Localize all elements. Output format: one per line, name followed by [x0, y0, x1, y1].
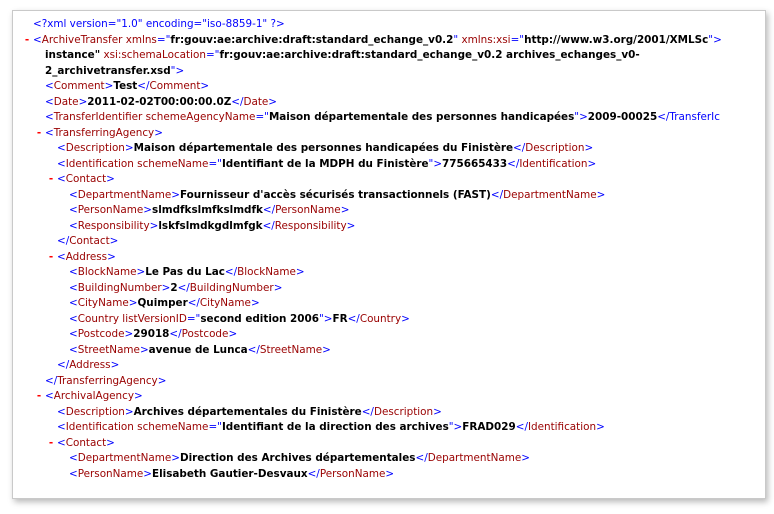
xml-bracket: <	[57, 173, 66, 185]
xml-bracket: <	[69, 343, 78, 356]
xml-attr-value: second edition 2006	[200, 312, 319, 325]
xml-bracket: >	[143, 467, 153, 480]
xml-tag-name: StreetName	[259, 343, 323, 356]
xml-bracket: </	[490, 188, 504, 201]
xml-bracket: ="	[186, 312, 201, 325]
xml-line	[13, 110, 765, 126]
xml-line	[13, 17, 765, 33]
xml-attr-name: schemeName	[133, 157, 209, 170]
xml-tag-name: TransferringAgency	[57, 374, 158, 387]
xml-viewer-window	[12, 10, 766, 499]
xml-tag-name: Description	[65, 142, 125, 154]
xml-tag-name: Responsibility	[274, 219, 347, 232]
xml-tag-name: Identification	[527, 421, 597, 433]
xml-closing-tag: </TransferIc	[657, 111, 720, 123]
xml-tag-name: TransferringAgency	[53, 126, 155, 139]
xml-bracket: >	[171, 188, 180, 201]
xml-bracket: >	[171, 452, 180, 464]
xml-line	[13, 467, 765, 483]
xml-line-content	[45, 64, 184, 80]
xml-bracket: >	[78, 95, 88, 108]
xml-attr-name: xmlns:xsi	[458, 33, 511, 46]
xml-bracket: </	[507, 157, 520, 170]
xml-bracket: >	[587, 157, 597, 170]
xml-line-content	[45, 374, 166, 390]
xml-tree	[13, 17, 765, 498]
xml-line[interactable]	[13, 436, 765, 452]
xml-line	[13, 48, 765, 64]
xml-bracket: >	[157, 374, 167, 387]
xml-tag-name: PersonName	[77, 204, 144, 216]
xml-line-content	[57, 250, 116, 266]
xml-line-content	[69, 451, 530, 467]
xml-attr-name: schemeAgencyName	[142, 111, 256, 123]
xml-line-content	[57, 405, 442, 421]
xml-bracket: >	[124, 328, 134, 340]
collapse-toggle[interactable]: -	[48, 436, 54, 449]
xml-bracket: </	[57, 235, 70, 247]
xml-line	[13, 358, 765, 374]
xml-element-text: 2011-02-02T00:00:00.0Z	[87, 95, 232, 108]
xml-bracket: >	[124, 405, 134, 418]
xml-line-content	[69, 265, 305, 281]
xml-line-content	[69, 327, 237, 343]
xml-bracket: <	[45, 111, 54, 123]
xml-line[interactable]	[13, 389, 765, 405]
xml-line-content	[69, 312, 410, 328]
xml-tag-name: Description	[65, 405, 125, 418]
xml-bracket: ="	[208, 421, 222, 433]
xml-line	[13, 405, 765, 421]
xml-bracket: <	[69, 452, 78, 464]
xml-bracket: <	[69, 281, 78, 294]
xml-tag-name: ArchiveTransfer	[41, 33, 123, 46]
xml-line-content	[69, 219, 355, 235]
xml-bracket: "	[318, 312, 324, 325]
xml-line-content	[57, 172, 115, 188]
xml-text-segment: ">	[170, 64, 185, 77]
xml-text-segment: xsi:schemaLocation	[100, 49, 206, 61]
xml-bracket: </	[415, 452, 428, 464]
xml-tag-name: Contact	[65, 436, 107, 449]
xml-bracket: >	[110, 359, 120, 371]
xml-bracket: <	[69, 188, 78, 201]
xml-line-content	[69, 296, 260, 312]
xml-element-text: 29018	[133, 328, 170, 340]
xml-bracket: <	[33, 33, 42, 46]
xml-element-text: Archives départementales du Finistère	[133, 405, 362, 418]
xml-bracket: </	[57, 359, 70, 371]
xml-tag-name: Description	[525, 142, 585, 154]
xml-element-text: Fournisseur d'accès sécurisés transactionnels (FAST)	[179, 188, 491, 201]
xml-bracket: ="	[510, 33, 525, 46]
xml-bracket: <	[69, 312, 78, 325]
xml-bracket: <	[69, 219, 78, 232]
xml-bracket: </	[231, 95, 244, 108]
xml-tag-name: Address	[69, 359, 111, 371]
xml-line[interactable]	[13, 172, 765, 188]
xml-bracket: <	[57, 250, 66, 263]
xml-line	[13, 219, 765, 235]
xml-attr-value: http://www.w3.org/2001/XMLSc	[524, 33, 709, 46]
xml-element-text: Le Pas du Lac	[145, 266, 225, 278]
xml-tag-name: StreetName	[77, 343, 140, 356]
xml-bracket: "	[708, 33, 714, 46]
xml-bracket: </	[262, 204, 276, 216]
xml-tag-name: DepartmentName	[77, 188, 172, 201]
xml-line-content	[69, 188, 605, 204]
xml-bracket: </	[137, 80, 150, 92]
xml-line	[13, 343, 765, 359]
xml-element-text: Maison départementale des personnes handicapées du Finistère	[133, 142, 514, 154]
xml-line-content	[45, 95, 277, 111]
xml-bracket: <	[69, 297, 78, 309]
xml-attr-name: schemeName	[133, 421, 209, 433]
xml-line-content	[69, 343, 331, 359]
xml-bracket: >	[200, 80, 210, 92]
xml-element-text: 2009-00025	[587, 111, 658, 123]
xml-bracket: "	[574, 111, 580, 123]
xml-tag-name: PersonName	[275, 204, 341, 216]
xml-bracket: >	[521, 452, 530, 464]
xml-tag-name: Contact	[65, 173, 107, 185]
xml-element-text: Test	[113, 80, 138, 92]
xml-tag-name: Country	[359, 312, 402, 325]
xml-tag-name: Contact	[69, 235, 110, 247]
xml-element-text: Direction des Archives départementales	[179, 452, 416, 464]
xml-bracket: </	[347, 312, 360, 325]
xml-element-text: FR	[332, 312, 348, 325]
xml-line-content	[57, 358, 119, 374]
xml-bracket: </	[224, 266, 238, 278]
xml-bracket: </	[45, 374, 58, 387]
xml-line-content	[33, 33, 722, 49]
xml-line-content	[57, 141, 593, 157]
xml-bracket: >	[322, 343, 331, 356]
xml-element-text: Elisabeth Gautier-Desvaux	[152, 467, 308, 480]
xml-bracket: </	[169, 328, 182, 340]
xml-element-text: FRAD029	[462, 421, 516, 433]
xml-line-content	[45, 110, 720, 126]
xml-tag-name: DepartmentName	[77, 452, 172, 464]
xml-bracket: >	[136, 266, 146, 278]
xml-bracket: >	[273, 281, 283, 294]
xml-tag-name: BlockName	[77, 266, 137, 278]
xml-bracket: >	[149, 219, 159, 232]
xml-line	[13, 327, 765, 343]
xml-line	[13, 157, 765, 173]
xml-line[interactable]	[13, 250, 765, 266]
xml-bracket: ="	[156, 33, 171, 46]
xml-element-text: slmdfkslmfkslmdfk	[152, 204, 263, 216]
xml-bracket: >	[579, 111, 588, 123]
xml-text-segment: 2_archivetransfer.xsd	[45, 64, 171, 77]
xml-bracket: >	[228, 328, 238, 340]
xml-bracket: <	[57, 405, 66, 418]
xml-bracket: >	[584, 142, 594, 154]
xml-element-text: lskfslmdkgdlmfgk	[158, 219, 263, 232]
xml-line	[13, 296, 765, 312]
xml-bracket: >	[139, 343, 149, 356]
xml-tag-name: DepartmentName	[427, 452, 522, 464]
xml-bracket: "	[448, 421, 454, 433]
xml-tag-name: BuildingNumber	[189, 281, 274, 294]
xml-line	[13, 79, 765, 95]
xml-line	[13, 188, 765, 204]
xml-bracket: >	[250, 297, 260, 309]
xml-bracket: >	[134, 390, 143, 402]
xml-bracket: >	[453, 421, 463, 433]
xml-line	[13, 312, 765, 328]
xml-bracket: >	[107, 250, 116, 263]
xml-text-segment: ="	[205, 49, 220, 61]
xml-bracket: >	[433, 157, 443, 170]
xml-line	[13, 95, 765, 111]
xml-element-text: Quimper	[137, 297, 188, 309]
xml-bracket: <	[45, 126, 54, 139]
xml-bracket: >	[323, 312, 333, 325]
xml-text-segment: fr:gouv:ae:archive:draft:standard_echange_v0.2 archives_echanges_v0-	[219, 49, 640, 61]
xml-bracket: <	[57, 142, 66, 154]
xml-line-content	[69, 281, 282, 297]
xml-bracket: >	[346, 219, 356, 232]
xml-bracket: >	[143, 204, 153, 216]
xml-tag-name: CityName	[77, 297, 129, 309]
xml-attr-value: Identifiant de la MDPH du Finistère	[221, 157, 429, 170]
xml-tag-name: TransferIdentifier	[53, 111, 143, 123]
xml-line	[13, 234, 765, 250]
xml-bracket: >	[295, 266, 305, 278]
xml-line-content	[69, 203, 349, 219]
xml-bracket: >	[109, 235, 119, 247]
xml-bracket: <	[45, 390, 54, 402]
collapse-toggle[interactable]: -	[36, 390, 42, 402]
xml-bracket: </	[187, 297, 200, 309]
xml-tag-name: PersonName	[77, 467, 144, 480]
xml-line-content	[45, 126, 163, 142]
xml-bracket: >	[340, 204, 350, 216]
xml-bracket: >	[268, 95, 278, 108]
xml-line[interactable]	[13, 126, 765, 142]
xml-bracket: >	[106, 436, 115, 449]
xml-declaration: <?xml version="1.0" encoding="iso-8859-1" ?>	[33, 18, 285, 30]
xml-line	[13, 141, 765, 157]
xml-bracket: ="	[255, 111, 269, 123]
xml-line	[13, 420, 765, 436]
xml-tag-name: DepartmentName	[503, 188, 597, 201]
xml-tag-name: Identification	[65, 421, 134, 433]
xml-text-segment: instance"	[45, 49, 101, 61]
xml-attr-name: xmlns	[122, 33, 157, 46]
xml-bracket: </	[177, 281, 190, 294]
xml-bracket: "	[453, 33, 459, 46]
collapse-toggle[interactable]: -	[48, 250, 54, 263]
xml-line	[13, 265, 765, 281]
xml-tag-name: ArchivalAgency	[53, 390, 135, 402]
xml-tag-name: Postcode	[77, 328, 125, 340]
xml-bracket: <	[69, 467, 78, 480]
xml-tag-name: Comment	[149, 80, 201, 92]
xml-bracket: </	[247, 343, 260, 356]
xml-bracket: >	[401, 312, 410, 325]
xml-tag-name: Identification	[65, 157, 134, 170]
xml-line	[13, 281, 765, 297]
xml-bracket: >	[596, 421, 605, 433]
collapse-toggle[interactable]: -	[48, 173, 54, 185]
collapse-toggle[interactable]: -	[24, 33, 30, 46]
collapse-toggle[interactable]: -	[36, 126, 42, 139]
xml-attr-value: fr:gouv:ae:archive:draft:standard_echange_v0.2	[170, 33, 454, 46]
xml-attr-name: listVersionID	[119, 312, 187, 325]
xml-attr-value: Identifiant de la direction des archives	[221, 421, 449, 433]
xml-bracket: </	[515, 421, 528, 433]
xml-bracket: "	[428, 157, 434, 170]
xml-bracket: <	[57, 421, 66, 433]
xml-tag-name: Identification	[519, 157, 588, 170]
xml-element-text: 2	[170, 281, 178, 294]
xml-line-content	[69, 467, 394, 483]
xml-tag-name: Address	[65, 250, 108, 263]
xml-tag-name: Date	[243, 95, 269, 108]
xml-bracket: ="	[208, 157, 222, 170]
xml-bracket: >	[154, 126, 163, 139]
xml-bracket: </	[307, 467, 320, 480]
xml-line	[13, 203, 765, 219]
xml-bracket: >	[385, 467, 395, 480]
xml-line-content	[33, 17, 285, 33]
xml-bracket: <	[45, 95, 54, 108]
xml-line-content	[57, 420, 605, 436]
xml-tag-name: Comment	[53, 80, 105, 92]
xml-line-content	[45, 79, 209, 95]
xml-line-content	[45, 389, 143, 405]
xml-bracket: <	[69, 328, 78, 340]
xml-line-content	[57, 436, 115, 452]
xml-tag-name: Description	[373, 405, 434, 418]
xml-element-text: 775665433	[442, 157, 508, 170]
xml-tag-name: Date	[53, 95, 79, 108]
xml-line	[13, 64, 765, 80]
xml-bracket: </	[262, 219, 275, 232]
xml-line-content	[45, 48, 640, 64]
xml-bracket: >	[128, 297, 138, 309]
xml-element-text: avenue de Lunca	[148, 343, 248, 356]
xml-tag-name: Responsibility	[77, 219, 150, 232]
xml-bracket: >	[596, 188, 606, 201]
xml-line-content	[57, 234, 118, 250]
xml-bracket: >	[713, 33, 722, 46]
xml-bracket: >	[106, 173, 115, 185]
xml-bracket: </	[513, 142, 526, 154]
xml-bracket: >	[433, 405, 442, 418]
xml-line	[13, 451, 765, 467]
xml-tag-name: PersonName	[319, 467, 386, 480]
xml-bracket: </	[361, 405, 374, 418]
xml-bracket: <	[57, 157, 66, 170]
xml-tag-name: BlockName	[237, 266, 296, 278]
xml-bracket: >	[161, 281, 171, 294]
xml-tag-name: Postcode	[181, 328, 229, 340]
xml-tag-name: CityName	[199, 297, 251, 309]
xml-line-content	[57, 157, 596, 173]
xml-attr-value: Maison départementale des personnes handicapées	[268, 111, 575, 123]
xml-bracket: <	[57, 436, 66, 449]
xml-bracket: <	[69, 204, 78, 216]
xml-line[interactable]	[13, 33, 765, 49]
xml-bracket: >	[104, 80, 114, 92]
xml-line	[13, 374, 765, 390]
xml-tag-name: BuildingNumber	[77, 281, 162, 294]
xml-bracket: >	[124, 142, 134, 154]
xml-bracket: <	[45, 80, 54, 92]
xml-bracket: <	[69, 266, 78, 278]
xml-tag-name: Country	[77, 312, 119, 325]
